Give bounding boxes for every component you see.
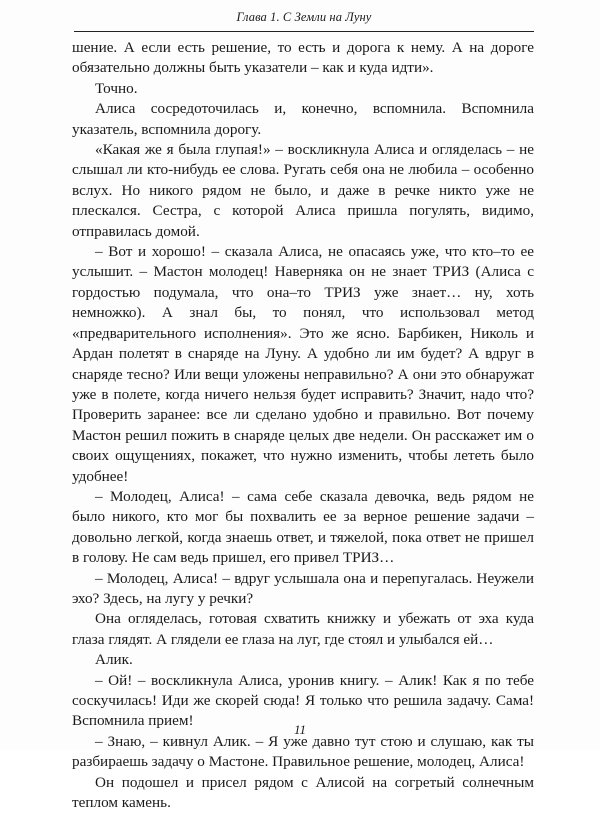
paragraph: Точно.: [95, 79, 138, 97]
paragraph: Он подошел и присел рядом с Алисой на согретый солнечным теплом камень.: [72, 773, 534, 812]
paragraph: «Какая же я была глупая!» – воскликнула Алиса и огляделась – не слышал ли кто-нибудь ее слова. Ругать себя она не любила – особенно вслух. Но никого рядом не было, и даже в речке никто уже не плескался. Сестра, с которой Алиса пришла погулять, видимо, отправилась домой.: [72, 141, 534, 240]
paragraph: – Знаю, – кивнул Алик. – Я уже давно тут стою и слушаю, как ты разбираешь задачу о Мастоне. Правильное решение, молодец, Алиса!: [72, 732, 534, 771]
paragraph: – Молодец, Алиса! – вдруг услышала она и перепугалась. Неужели эхо? Здесь, на лугу у речки?: [72, 569, 534, 607]
paragraph: шение. А если есть решение, то есть и дорога к нему. А на дороге обязательно должны быть указатели – как и куда идти».: [72, 39, 534, 77]
body-text: [72, 38, 534, 813]
running-header: Глава 1. С Земли на Луну: [236, 10, 372, 24]
paragraph: – Молодец, Алиса! – сама себе сказала девочка, ведь рядом не было никого, кто мог бы похвалить ее за верное решение задачи – довольно легкой, когда знаешь ответ, и тяжелой, пока ответ не пришел в голову. Не сам ведь пришел, его привел ТРИЗ…: [72, 487, 534, 567]
header-rule: [74, 31, 534, 32]
paragraph: Алиса сосредоточилась и, конечно, вспомнила. Вспомнила указатель, вспомнила дорогу.: [72, 100, 534, 138]
paragraph: Она огляделась, готовая схватить книжку и убежать от эха куда глаза глядят. А глядели ее глаза на луг, где стоял и улыбался ей…: [72, 610, 534, 648]
paragraph: – Ой! – воскликнула Алиса, уронив книгу. – Алик! Как я по тебе соскучилась! Иди же скорей сюда! Я только что решила задачу. Сама! Вспомнила прием!: [72, 671, 534, 730]
paragraph: – Вот и хорошо! – сказала Алиса, не опасаясь уже, что кто–то ее услышит. – Мастон молодец! Наверняка он не знает ТРИЗ (Алиса с гордостью подумала, что она–то ТРИЗ уже знает… ну, хоть немножко). А знал бы, то понял, что использовал метод «предварительного исполнения». Это же ясно. Барбикен, Николь и Ардан полетят в снаряде на Луну. А удобно ли им будет? А вдруг в снаряде тесно? Или вещи уложены неправильно? А они это обнаружат уже в полете, когда ничего нельзя будет исправить? Значит, надо что? Проверить заранее: все ли сделано удобно и правильно. Вот почему Мастон решил пожить в снаряде целых две недели. Он расскажет им о своих ощущениях, покажет, что нужно изменить, чтобы лететь было удобнее!: [72, 243, 534, 485]
page-number: 11: [293, 722, 307, 737]
paragraph: Алик.: [95, 651, 133, 669]
